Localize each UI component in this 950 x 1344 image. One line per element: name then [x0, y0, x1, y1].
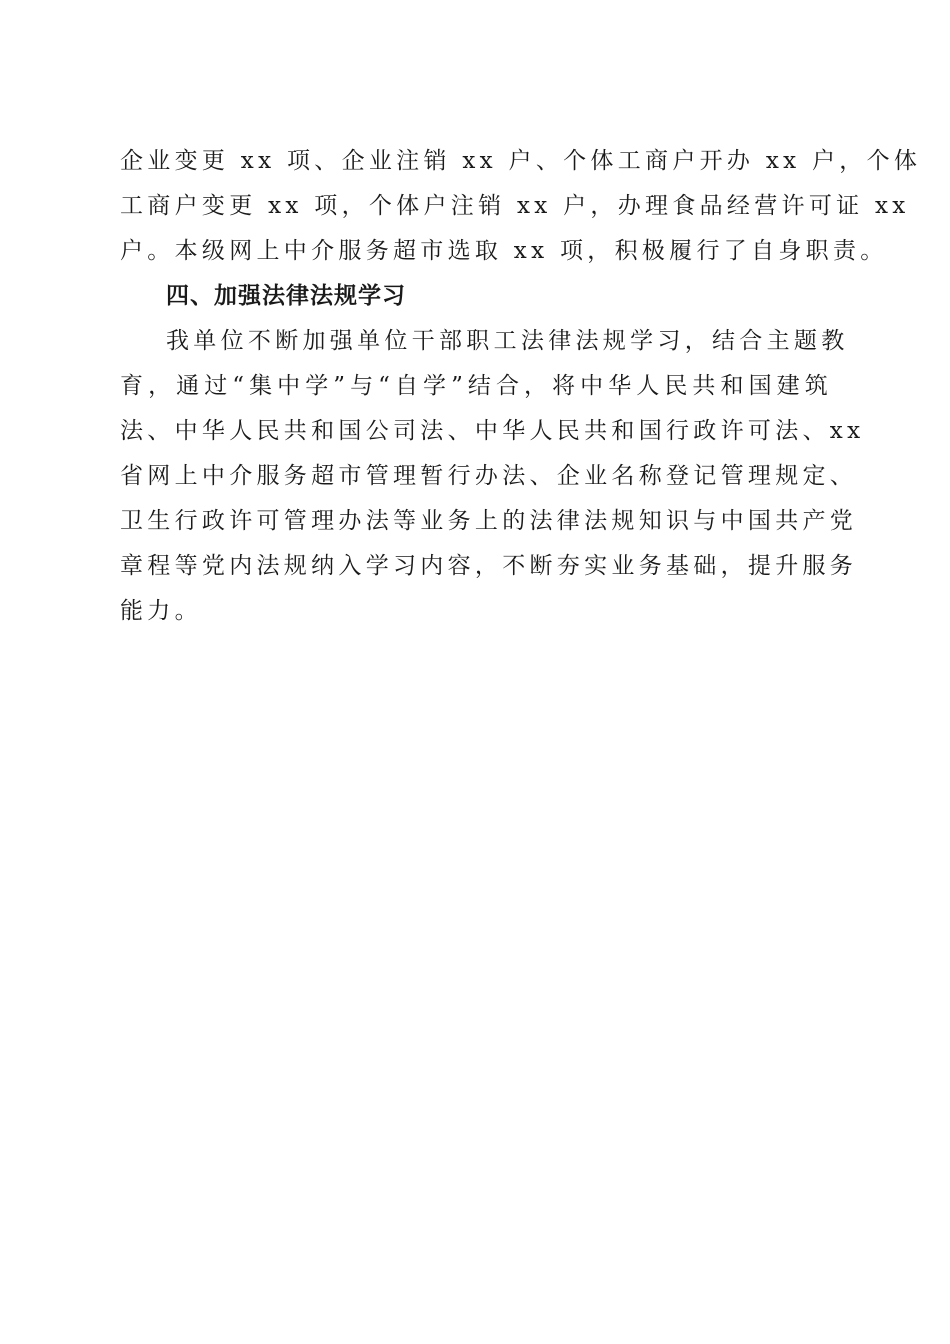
section-heading: 四、加强法律法规学习 — [166, 283, 406, 309]
paragraph-1-line-3: 户。本级网上中介服务超市选取 xx 项，积极履行了自身职责。 — [120, 238, 888, 264]
paragraph-1-line-1: 企业变更 xx 项、企业注销 xx 户、个体工商户开办 xx 户，个体 — [120, 148, 922, 174]
paragraph-2-line-5: 卫生行政许可管理办法等业务上的法律法规知识与中国共产党 — [120, 508, 858, 534]
paragraph-2-line-6: 章程等党内法规纳入学习内容，不断夯实业务基础，提升服务 — [120, 553, 858, 579]
paragraph-1-line-2: 工商户变更 xx 项，个体户注销 xx 户，办理食品经营许可证 xx — [120, 193, 910, 219]
paragraph-2-line-3: 法、中华人民共和国公司法、中华人民共和国行政许可法、xx — [120, 418, 865, 444]
paragraph-2-line-4: 省网上中介服务超市管理暂行办法、企业名称登记管理规定、 — [120, 463, 858, 489]
paragraph-2-line-7: 能力。 — [120, 598, 202, 624]
paragraph-2-line-1: 我单位不断加强单位干部职工法律法规学习，结合主题教 — [166, 328, 849, 354]
document-body — [120, 139, 922, 634]
paragraph-2-line-2: 育，通过“集中学”与“自学”结合，将中华人民共和国建筑 — [120, 373, 832, 399]
